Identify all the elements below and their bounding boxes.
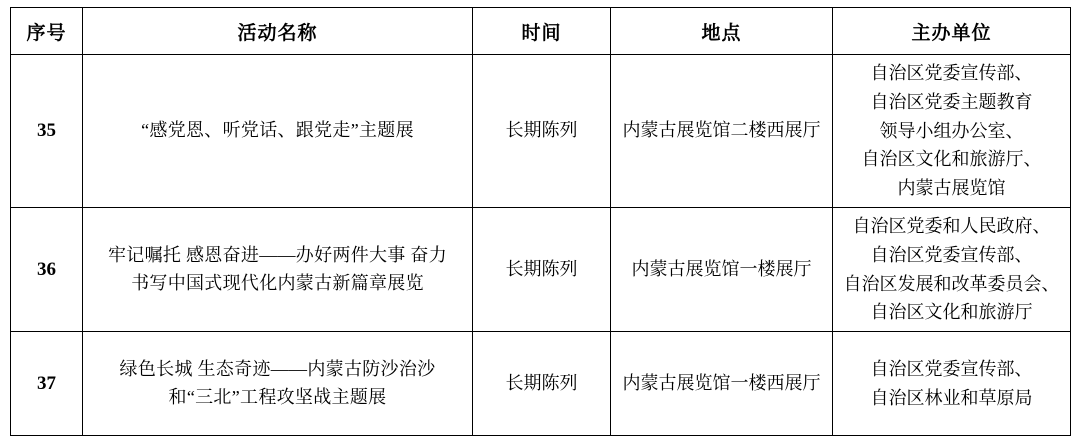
activity-name-line: 和“三北”工程攻坚战主题展 bbox=[168, 386, 387, 407]
cell-organizer bbox=[833, 207, 1071, 331]
cell-organizer bbox=[833, 55, 1071, 208]
cell-time: 长期陈列 bbox=[473, 55, 611, 208]
table-row bbox=[11, 207, 1071, 331]
organizer-line: 自治区党委宣传部、 bbox=[870, 244, 1033, 265]
activity-table bbox=[10, 7, 1071, 436]
cell-activity-name bbox=[83, 55, 473, 208]
cell-place: 内蒙古展览馆一楼展厅 bbox=[611, 207, 833, 331]
cell-index: 37 bbox=[11, 332, 83, 436]
column-header-index: 序号 bbox=[11, 8, 83, 55]
cell-organizer bbox=[833, 332, 1071, 436]
table-header-row bbox=[11, 8, 1071, 55]
organizer-lines bbox=[839, 355, 1064, 413]
cell-activity-name bbox=[83, 332, 473, 436]
column-header-place: 地点 bbox=[611, 8, 833, 55]
activity-name-lines bbox=[89, 356, 466, 412]
activity-name-line: 书写中国式现代化内蒙古新篇章展览 bbox=[131, 272, 424, 293]
activity-name-lines bbox=[89, 242, 466, 298]
organizer-line: 自治区发展和改革委员会、 bbox=[843, 273, 1060, 294]
cell-index: 36 bbox=[11, 207, 83, 331]
organizer-lines bbox=[839, 59, 1064, 203]
column-header-time: 时间 bbox=[473, 8, 611, 55]
activity-name-line: 绿色长城 生态奇迹——内蒙古防沙治沙 bbox=[119, 358, 436, 379]
cell-activity-name bbox=[83, 207, 473, 331]
cell-place: 内蒙古展览馆二楼西展厅 bbox=[611, 55, 833, 208]
activity-name-lines bbox=[89, 117, 466, 145]
organizer-line: 自治区林业和草原局 bbox=[870, 387, 1033, 408]
organizer-line: 自治区党委宣传部、 bbox=[870, 63, 1033, 83]
organizer-line: 领导小组办公室、 bbox=[879, 120, 1024, 141]
cell-place: 内蒙古展览馆一楼西展厅 bbox=[611, 332, 833, 436]
table-row bbox=[11, 332, 1071, 436]
table-row bbox=[11, 55, 1071, 208]
activity-name-line: “感党恩、听党话、跟党走”主题展 bbox=[141, 120, 414, 141]
cell-time: 长期陈列 bbox=[473, 332, 611, 436]
organizer-line: 自治区文化和旅游厅 bbox=[870, 302, 1033, 323]
organizer-line: 自治区党委宣传部、 bbox=[870, 358, 1033, 379]
cell-index: 35 bbox=[11, 55, 83, 208]
table-header bbox=[11, 8, 1071, 55]
table-body bbox=[11, 55, 1071, 436]
column-header-activity-name: 活动名称 bbox=[83, 8, 473, 55]
organizer-line: 自治区党委主题教育 bbox=[870, 91, 1033, 112]
organizer-line: 自治区文化和旅游厅、 bbox=[861, 149, 1042, 170]
activity-name-line: 牢记嘱托 感恩奋进——办好两件大事 奋力 bbox=[108, 244, 447, 265]
column-header-organizer: 主办单位 bbox=[833, 8, 1071, 55]
organizer-lines bbox=[839, 212, 1064, 327]
organizer-line: 自治区党委和人民政府、 bbox=[852, 215, 1051, 236]
organizer-line: 内蒙古展览馆 bbox=[897, 178, 1006, 199]
cell-time: 长期陈列 bbox=[473, 207, 611, 331]
document-page bbox=[0, 7, 1080, 419]
